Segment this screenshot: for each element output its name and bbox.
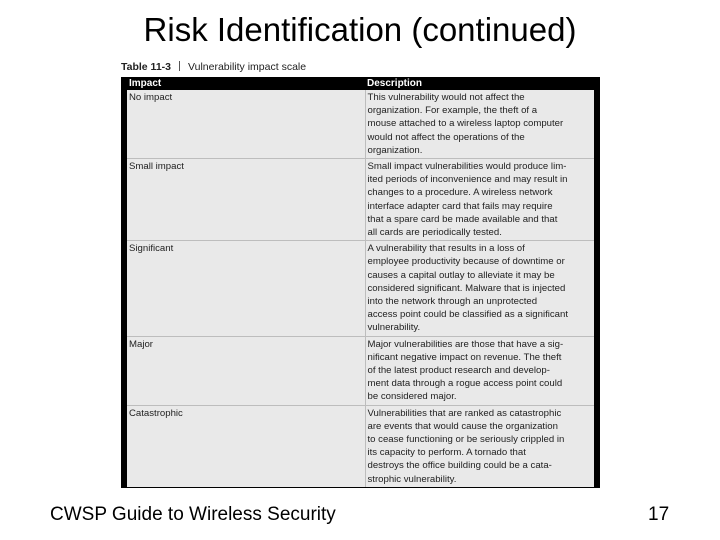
impact-cell: Catastrophic xyxy=(127,405,365,487)
vulnerability-impact-table xyxy=(127,77,594,487)
impact-cell: Small impact xyxy=(127,159,365,241)
description-cell: This vulnerability would not affect the organization. For example, the theft of a mouse attached to a wireless laptop computer would not affect the operations of the organization. xyxy=(365,90,594,159)
description-cell: Small impact vulnerabilities would produce lim- ited periods of inconvenience and may result in changes to a procedure. A wireless network interface adapter card that fails may require that a spare card be made available and that all cards are periodically tested. xyxy=(365,159,594,241)
table-row xyxy=(127,159,594,241)
header-description: Description xyxy=(365,77,594,90)
slide-footer: CWSP Guide to Wireless Security xyxy=(50,504,336,525)
table-box xyxy=(121,77,600,488)
table-row xyxy=(127,405,594,487)
page-number: 17 xyxy=(648,504,670,525)
impact-cell: Significant xyxy=(127,241,365,336)
description-cell: Vulnerabilities that are ranked as catastrophic are events that would cause the organization to cease functioning or be seriously crippled in its capacity to perform. A tornado that destroys the office building could be a cata- strophic vulnerability. xyxy=(365,405,594,487)
vulnerability-table-figure xyxy=(121,58,600,488)
slide-title: Risk Identification (continued) xyxy=(143,11,577,48)
table-caption xyxy=(121,58,600,76)
header-impact: Impact xyxy=(127,77,365,90)
table-caption-number: Table 11-3 xyxy=(121,61,171,73)
table-row xyxy=(127,241,594,336)
table-row xyxy=(127,90,594,159)
description-cell: A vulnerability that results in a loss of employee productivity because of downtime or causes a capital outlay to alleviate it may be considered significant. Malware that is injected into the network through an unprotected access point could be classified as a significant vulnerability. xyxy=(365,241,594,336)
impact-cell: No impact xyxy=(127,90,365,159)
table-caption-title: Vulnerability impact scale xyxy=(188,61,307,73)
table-row xyxy=(127,336,594,405)
caption-divider xyxy=(179,61,180,71)
description-cell: Major vulnerabilities are those that have a sig- nificant negative impact on revenue. The theft of the latest product research and develop- ment data through a rogue access point could be considered major. xyxy=(365,336,594,405)
table-header-row xyxy=(127,77,594,90)
impact-cell: Major xyxy=(127,336,365,405)
